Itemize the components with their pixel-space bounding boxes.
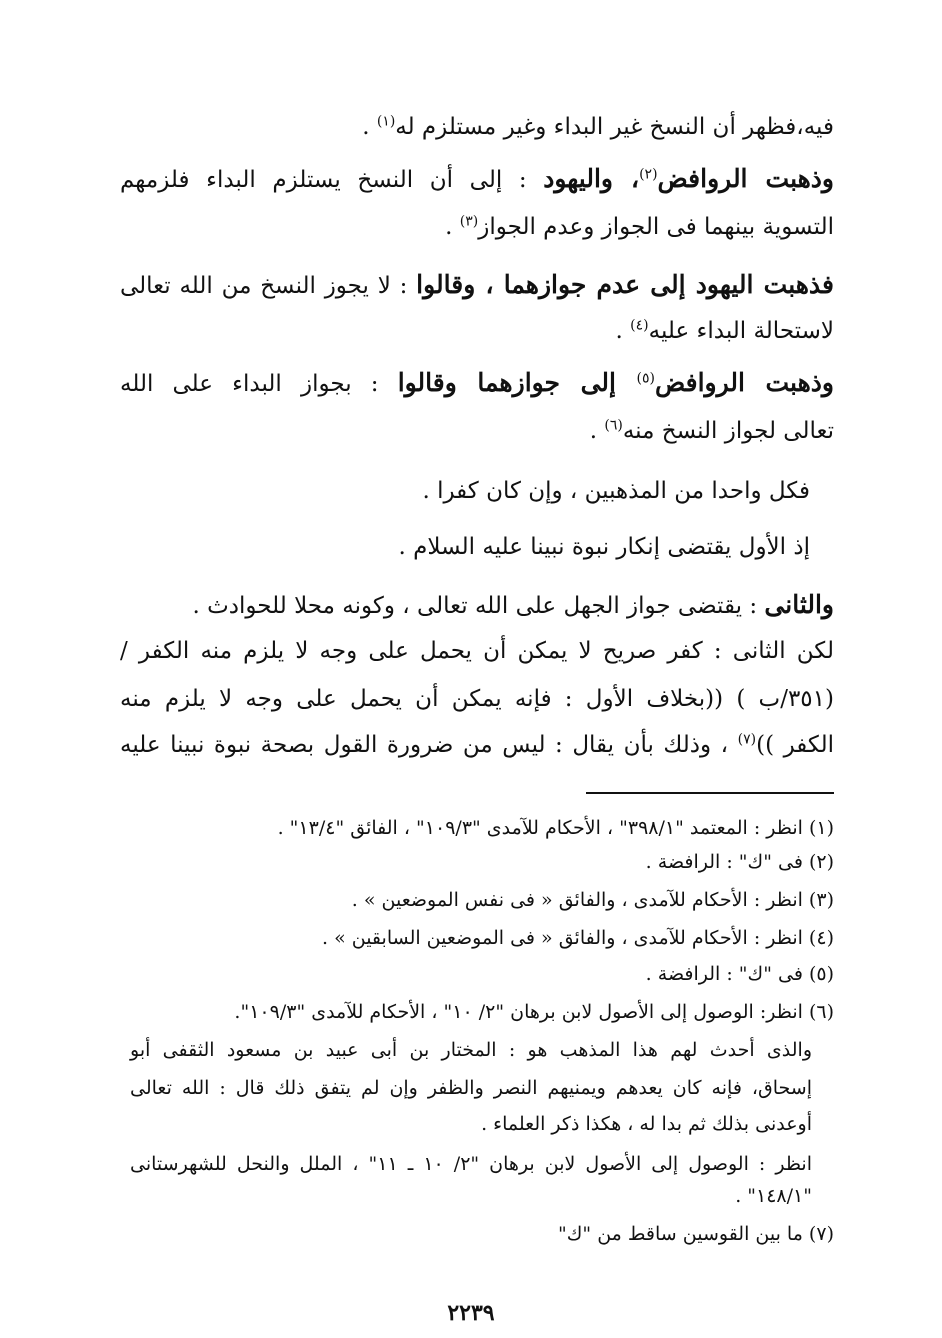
footnote-3: (٣) انظر : الأحكام للآمدى ، والفائق « فى نفس الموضعين » . <box>351 889 834 911</box>
footnote-6-line-6: "١٤٨/١" . <box>735 1185 812 1207</box>
footnote-7: (٧) ما بين القوسين ساقط من "ك" <box>558 1223 834 1245</box>
body-line-4: فذهبت اليهود إلى عدم جوازهما ، وقالوا : لا يجوز النسخ من الله تعالى <box>120 270 834 299</box>
footnote-6-line-5: انظر : الوصول إلى الأصول لابن برهان "٢/ ١٠ ـ ١١" ، الملل والنحل للشهرستانى <box>130 1153 812 1175</box>
footnote-4: (٤) انظر : الأحكام للآمدى ، والفائق « فى الموضعين السابقين » . <box>321 927 834 949</box>
body-line-2: وذهبت الروافض$^{(٢)}$، واليهود : إلى أن النسخ يستلزم البداء فلزمهم <box>120 164 834 193</box>
body-line-11: لكن الثانى : كفر صريح لا يمكن أن يحمل على وجه لا يلزم منه الكفر / <box>120 638 834 664</box>
body-line-6: وذهبت الروافض$^{(٥)}$ إلى جوازهما وقالوا : بجواز البداء على الله <box>120 368 834 397</box>
body-line-3: التسوية بينهما فى الجواز وعدم الجواز$^{(٣)}$ . <box>445 213 834 240</box>
body-line-13: الكفر ))$^{(٧)}$ ، وذلك بأن يقال : ليس من ضرورة القول بصحة نبوة نبينا عليه <box>120 731 835 758</box>
body-line-9: إذ الأول يقتضى إنكار نبوة نبينا عليه السلام . <box>398 534 810 560</box>
footnote-1: (١) انظر : المعتمد "٣٩٨/١" ، الأحكام للآمدى "١٠٩/٣" ، الفائق "١٣/٤" . <box>277 817 834 839</box>
body-line-1: فيه،فظهر أن النسخ غير البداء وغير مستلزم له$^{(١)}$ . <box>362 113 834 140</box>
footnote-6-line-4: أوعدنى بذلك ثم بدا له ، هكذا ذكر العلماء . <box>481 1113 812 1135</box>
body-line-8: فكل واحدا من المذهبين ، وإن كان كفرا . <box>422 478 810 504</box>
footnote-separator <box>586 792 834 794</box>
footnote-6: (٦) انظر: الوصول إلى الأصول لابن برهان "٢/ ١٠" ، الأحكام للآمدى "١٠٩/٣". <box>234 1001 834 1023</box>
body-line-12: (٣٥١/ب ) ((بخلاف الأول : فإنه يمكن أن يحمل على وجه لا يلزم منه <box>120 686 834 712</box>
body-line-7: تعالى لجواز النسخ منه$^{(٦)}$ . <box>589 417 834 444</box>
body-line-5: لاستحالة البداء عليه$^{(٤)}$ . <box>615 317 834 344</box>
page-number: ٢٢٣٩ <box>447 1300 495 1326</box>
footnote-5: (٥) فى "ك" : الرافضة . <box>645 963 834 985</box>
footnote-6-line-2: والذى أحدث لهم هذا المذهب هو : المختار بن أبى عبيد بن مسعود الثقفى أبو <box>130 1039 812 1061</box>
footnote-2: (٢) فى "ك" : الرافضة . <box>645 851 834 873</box>
footnote-6-line-3: إسحاق، فإنه كان يعدهم ويمنيهم النصر والظفر وإن لم يتفق ذلك قال : الله تعالى <box>130 1077 812 1099</box>
body-line-10: والثانى : يقتضى جواز الجهل على الله تعالى ، وكونه محلا للحوادث . <box>192 590 834 619</box>
